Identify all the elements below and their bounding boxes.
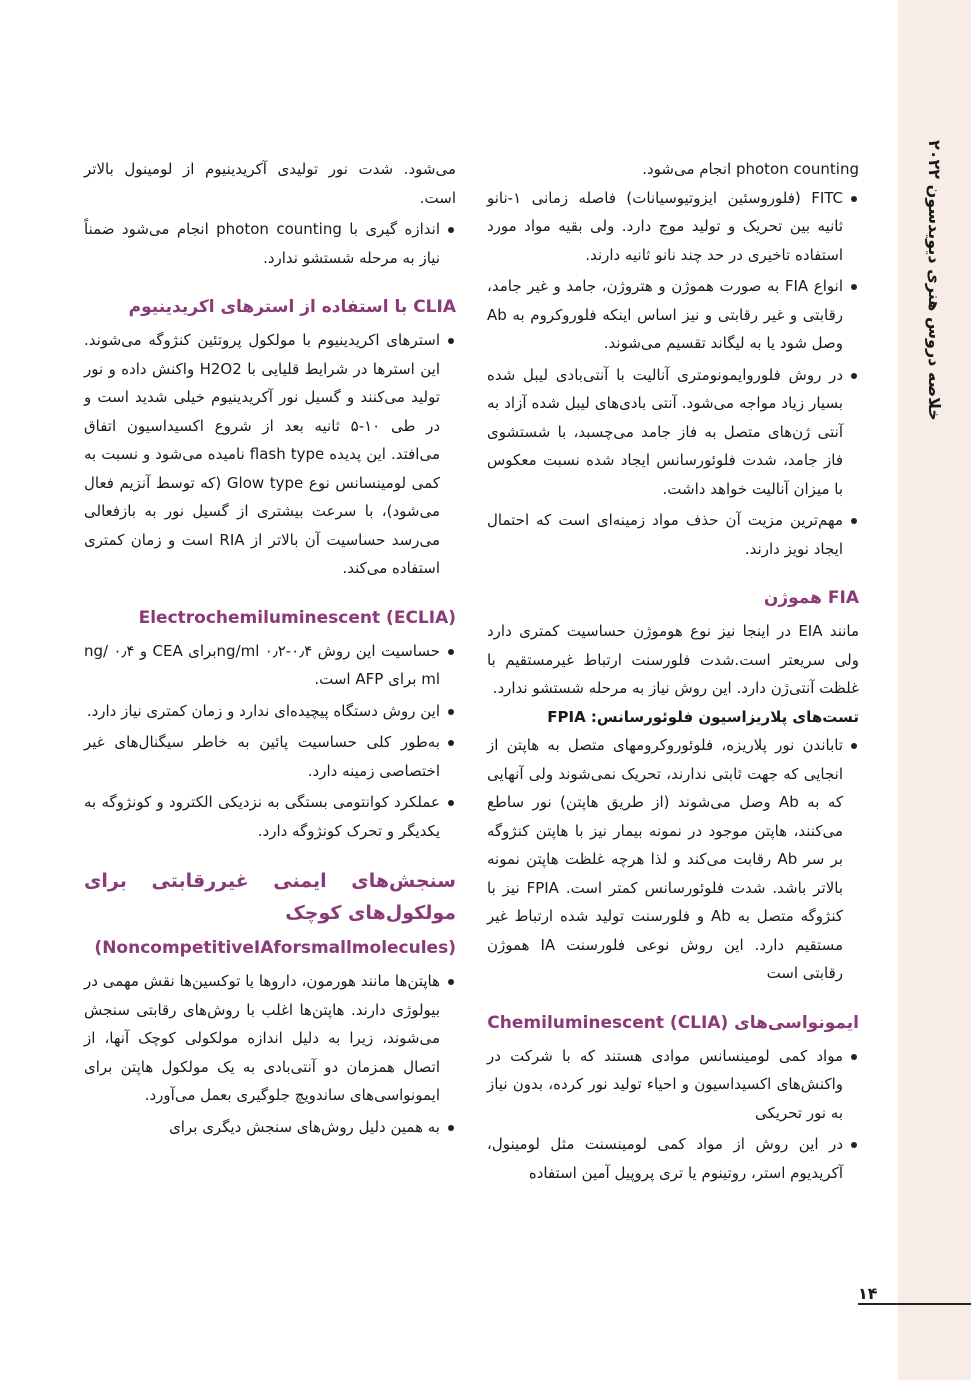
intro-line: photon counting انجام می‌شود.: [642, 160, 859, 178]
bullet-list-acridinium: [84, 326, 456, 583]
bullet-list-continued: [84, 155, 456, 272]
bullet-list-fpia: [487, 731, 859, 988]
list-item: به همین دلیل روش‌های سنجش دیگری برای: [84, 1113, 456, 1142]
section-title-fia: FIA هموژن: [763, 588, 859, 608]
list-item: این روش دستگاه پیچیده‌ای ندارد و زمان کمتری نیاز دارد.: [84, 697, 456, 726]
section-title-noncompetitive: سنجش‌های ایمنی غیررقابتی برای مولکول‌های کوچک: [84, 870, 456, 924]
list-item: در این روش از مواد کمی لومینسنت مثل لومینول، آکریدیوم استر، روتینوم یا تری پروپیل آمین استفاده: [487, 1130, 859, 1187]
list-item: حساسیت این روش ng/ml ۰٫۲-۰٫۴برای CEA و ng/ ۰٫۴ ml برای AFP است.: [84, 637, 456, 694]
list-item: استرهای اکریدینیوم با مولکول پروتئین کنژوگه می‌شوند. این استرها در شرایط قلیایی با H2O2 واکنش داده و نور تولید می‌کنند و گسیل نور آکریدینیوم خیلی شدید است و در طی ۱۰-۵ ثانیه بعد از شروع اکسیداسیون اتفاق می‌افتد. این پدیده flash type نامیده می‌شود و نسبت به کمی لومینسانس نوع Glow type (که توسط آنزیم فعال می‌شود)، با سرعت بیشتری از گسیل نور به بازفعالی می‌رسد حساسیت آن بالاتر از RIA است و زمان کمتری استفاده می‌کند.: [84, 326, 456, 583]
section-subtitle-noncompetitive: (NoncompetitiveIAforsmallmolecules): [94, 938, 456, 958]
bullet-list-fitc: [487, 184, 859, 564]
section-title-acridinium: CLIA با استفاده از استرهای اکریدینیوم: [128, 297, 456, 317]
list-item: هاپتن‌ها مانند هورمون، داروها یا توکسین‌ها نقش مهمی در بیولوژی دارند. هاپتن‌ها اغلب با روش‌های رقابتی سنجش می‌شوند، زیرا به دلیل اندازه مولکولی کوچک آنها، از اتصال همزمان دو آنتی‌بادی به یک مولکول هاپتن برای ایمونواسی‌های ساندویچ جلوگیری بعمل می‌آورد.: [84, 967, 456, 1110]
bullet-list-eclia: [84, 637, 456, 846]
bullet-list-clia: [487, 1042, 859, 1188]
fia-paragraph: مانند EIA در اینجا نیز نوع هوموژن حساسیت کمتری دارد ولی سریعتر است.شدت فلورسنت ارتباط غیرمستقیم با غلظت آنتی‌ژن دارد. این روش نیاز به مرحله شستشو ندارد.: [487, 622, 859, 697]
running-header-text: خلاصه دروس هنری دیویدسون ۲۰۲۲: [925, 139, 944, 421]
page-number: ۱۴: [858, 1284, 878, 1303]
bullet-list-noncompetitive: [84, 967, 456, 1141]
list-item-continued: می‌شود. شدت نور تولیدی آکریدینیوم از لومینول بالاتر است.: [84, 160, 456, 207]
list-item: اندازه گیری با photon counting انجام می‌شود ضمناً نیاز به مرحله شستشو ندارد.: [84, 215, 456, 272]
list-item: مواد کمی لومینسانس موادی هستند که با شرکت در واکنش‌های اکسیداسیون و احیاء تولید نور کرده، بدون نیاز به نور تحریکی: [487, 1042, 859, 1128]
list-item: عملکرد کوانتومی بستگی به نزدیکی الکترود و کونژوگه به یکدیگر و تحرک کونژوگه دارد.: [84, 788, 456, 845]
page-number-rule: [858, 1303, 971, 1305]
section-title-clia: ایمونواسی‌های Chemiluminescent (CLIA): [487, 1012, 859, 1033]
list-item: به‌طور کلی حساسیت پائین به خاطر سیگنال‌های غیر اختصاصی زمینه دارد.: [84, 728, 456, 785]
running-header: [898, 140, 971, 420]
list-item: مهم‌ترین مزیت آن حذف مواد زمینه‌ای است که احتمال ایجاد نویز دارند.: [487, 506, 859, 563]
right-column: [487, 155, 859, 1190]
list-item: تاباندن نور پلاریزه، فلوئوروکرومهای متصل به هاپتن از انجایی که جهت ثابتی ندارند، تحریک نمی‌شوند ولی آنهایی که به Ab وصل می‌شوند (از طریق هاپتن) نور ساطع می‌کنند، هاپتن موجود در نمونه بیمار نیز با هاپتن کنژوگه بر سر Ab رقابت می‌کند و لذا هرچه غلظت هاپتن نمونه بالاتر باشد. شدت فلوئورسانس کمتر است. FPIA نیز با کنژوگه متصل به Ab و فلورسنت تولید شده ارتباط غیر مستقیم دارد. این روش نوعی فلورسنت IA هموژن رقابتی است: [487, 731, 859, 988]
left-column: [84, 155, 456, 1144]
section-title-eclia: Electrochemiluminescent (ECLIA): [138, 607, 456, 628]
list-item: انواع FIA به صورت هموژن و هتروژن، جامد و غیر جامد، رقابتی و غیر رقابتی و نیز اساس اینکه فلوروکروم به Ab وصل شود یا به لیگاند تقسیم می‌شوند.: [487, 272, 859, 358]
fpia-title: تست‌های پلاریزاسیون فلوئورسانس: FPIA: [547, 707, 859, 726]
list-item: در روش فلوروایمونومتری آنالیت با آنتی‌بادی لیبل شده بسیار زیاد مواجه می‌شود. آنتی بادی‌های لیبل شده آزاد به آنتی ژن‌های متصل به فاز جامد می‌چسبد، با شستشوی فاز جامد، شدت فلوئورسانس ایجاد شده نسبت معکوس با میزان آنالیت خواهد داشت.: [487, 361, 859, 504]
list-item: FITC (فلوروسئین ایزوتیوسیانات) فاصله زمانی ۱-نانو ثانیه بین تحریک و تولید موج دارد. ولی بقیه مواد مورد استفاده تاخیری در حد چند نانو ثانیه دارند.: [487, 184, 859, 270]
